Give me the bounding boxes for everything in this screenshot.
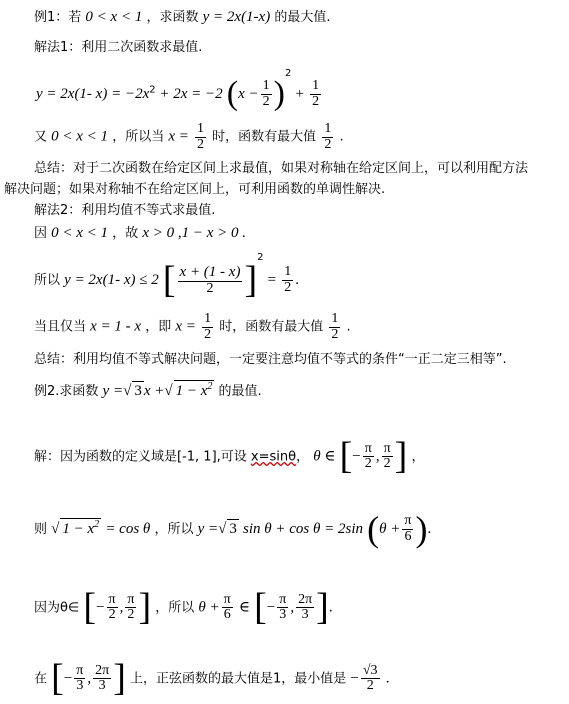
- bracket: ]: [138, 586, 152, 628]
- bracket: [: [162, 258, 176, 301]
- bracket: ]: [113, 657, 126, 699]
- example-2-solution-line-2: [34, 508, 431, 551]
- num: 1: [197, 121, 205, 136]
- num: 1: [331, 311, 339, 326]
- text: ,: [87, 670, 92, 687]
- num: π: [364, 440, 372, 456]
- text: 解：因为函数的定义域是[-1, 1],可设: [34, 449, 247, 465]
- bracket: [: [254, 586, 267, 628]
- text: θ +: [198, 599, 220, 616]
- text: 例2.求函数: [34, 384, 99, 399]
- num: π: [127, 591, 135, 607]
- text: θ +: [379, 521, 401, 538]
- num: π: [108, 591, 116, 607]
- den: 3: [76, 678, 84, 694]
- text: 因: [34, 226, 48, 241]
- den: 2: [324, 136, 332, 152]
- num: π: [383, 440, 391, 456]
- text: ，求函数: [146, 10, 199, 25]
- bracket: [: [83, 586, 97, 628]
- fraction: [178, 265, 243, 296]
- text: ，故: [112, 226, 139, 241]
- method-2-equality-condition: [34, 312, 351, 342]
- fraction: [310, 79, 321, 109]
- text: 的最大值.: [274, 10, 331, 25]
- num: x + (1 - x): [179, 263, 241, 280]
- text: ,: [375, 448, 380, 465]
- text: y = 2x(1- x) = −2x: [36, 86, 150, 102]
- text: .: [346, 319, 351, 335]
- text: x +: [143, 383, 165, 399]
- fraction: [277, 593, 288, 623]
- den: 2: [364, 456, 372, 472]
- den: 2: [331, 326, 339, 342]
- paren: (: [367, 509, 380, 549]
- sup: 2: [94, 519, 100, 531]
- fraction: [282, 265, 293, 295]
- text: 又: [34, 129, 48, 145]
- example-1-condition: 0 < x < 1: [85, 9, 143, 25]
- fraction: [361, 664, 380, 694]
- den: 2: [312, 94, 320, 109]
- text: y = 2x(1- x) ≤ 2: [64, 272, 159, 288]
- fraction: [261, 79, 272, 109]
- text: −: [96, 599, 105, 616]
- text: 则: [34, 522, 48, 538]
- text: y =: [197, 521, 219, 538]
- method-1-summary-line-2: 解决问题；如果对称轴不在给定区间上，可利用函数的单调性解决.: [4, 182, 386, 197]
- text: θ ∈: [313, 448, 336, 465]
- fraction: [322, 122, 333, 152]
- method-2-title: 解法2：利用均值不等式求最值.: [34, 203, 216, 218]
- text: x =: [168, 128, 189, 145]
- fraction: [296, 593, 314, 623]
- num: π: [76, 662, 84, 678]
- paren: (: [226, 75, 239, 113]
- bracket: ]: [244, 258, 258, 301]
- sup: 2: [257, 252, 264, 263]
- num: 2π: [298, 591, 313, 607]
- fraction: [195, 122, 206, 152]
- den: 2: [284, 280, 292, 295]
- text: 当且仅当: [34, 319, 87, 335]
- fraction: [202, 312, 213, 342]
- text: + 2x = −2: [155, 86, 223, 102]
- num: π: [223, 591, 231, 607]
- text: 0 < x < 1: [51, 128, 109, 145]
- num: π: [279, 591, 287, 607]
- text: x = 1 - x: [90, 318, 142, 335]
- text: −: [266, 599, 276, 616]
- method-1-equation: [36, 68, 323, 115]
- den: 2: [108, 607, 116, 623]
- text: −: [352, 448, 361, 465]
- fraction: [107, 593, 118, 623]
- text: y =: [102, 383, 124, 399]
- text: 1 − x: [62, 521, 95, 538]
- num: 1: [204, 311, 212, 326]
- text: +: [295, 86, 304, 102]
- den: 2: [383, 456, 391, 472]
- bracket: [: [339, 435, 353, 477]
- fraction: [382, 442, 393, 472]
- fraction: [329, 312, 340, 342]
- text: ，所以当: [112, 129, 165, 145]
- text: −: [350, 670, 359, 687]
- text: =: [267, 272, 277, 288]
- fraction: [74, 664, 85, 694]
- den: 3: [98, 678, 106, 694]
- den: 2: [366, 678, 374, 694]
- text: ,: [290, 599, 295, 616]
- fraction: [125, 593, 136, 623]
- text: ∈: [238, 599, 250, 616]
- method-1-summary-line-1: 总结：对于二次函数在给定区间上求最值，如果对称轴在给定区间上，可以利用配方法: [34, 161, 529, 176]
- text: ，所以: [154, 522, 194, 538]
- num: 1: [284, 264, 292, 280]
- text: 3: [229, 521, 237, 538]
- text: 1 − x: [175, 383, 208, 399]
- text: ，: [411, 449, 425, 465]
- num: π: [404, 513, 412, 529]
- text: .: [295, 272, 299, 288]
- method-2-inequality: [34, 252, 299, 303]
- example-1-label: 例1：若: [34, 10, 82, 25]
- text: x =: [175, 318, 196, 335]
- bracket: [: [51, 657, 64, 699]
- sup: 2: [284, 68, 292, 79]
- method-1-title: 解法1：利用二次函数求最值.: [34, 40, 203, 55]
- den: 3: [301, 607, 309, 623]
- paren: ): [415, 509, 428, 549]
- method-2-line-1: [34, 224, 246, 242]
- text: .: [339, 129, 344, 145]
- fraction: [363, 442, 374, 472]
- text: 时，函数有最大值: [219, 319, 324, 335]
- example-2-solution-line-4: [34, 656, 389, 702]
- sup: 2: [207, 381, 213, 392]
- method-1-conclusion: [34, 122, 344, 152]
- text: sin θ + cos θ = 2sin: [243, 521, 364, 538]
- text: 因为θ∈: [34, 600, 80, 616]
- text: 3: [134, 383, 142, 399]
- text: 时，函数有最大值: [212, 129, 317, 145]
- text: ，即: [145, 319, 172, 335]
- bracket: ]: [394, 435, 408, 477]
- bracket: ]: [316, 586, 329, 628]
- example-2-solution-line-1: [34, 434, 424, 480]
- num: 1: [324, 121, 332, 136]
- text: ，所以: [155, 600, 195, 616]
- den: 2: [204, 326, 212, 342]
- fraction: [93, 664, 111, 694]
- text: 所以: [34, 273, 61, 288]
- text: ,: [119, 599, 124, 616]
- radical: [174, 380, 215, 400]
- text: x=sinθ: [250, 449, 297, 465]
- radical: [60, 518, 101, 538]
- text: 上，正弦函数的最大值是1，最小值是: [129, 671, 347, 687]
- text: x −: [238, 86, 259, 102]
- fraction: [222, 593, 233, 623]
- text: .: [427, 521, 432, 538]
- text: √: [164, 383, 173, 399]
- example-1-line: [34, 8, 331, 26]
- text: 的最值.: [218, 384, 262, 399]
- fraction: [402, 514, 413, 544]
- text: −: [63, 670, 73, 687]
- text: √: [123, 383, 132, 399]
- method-2-summary: 总结：利用均值不等式解决问题，一定要注意均值不等式的条件“一正二定三相等”.: [34, 352, 507, 367]
- text: ，: [296, 449, 310, 465]
- den: 2: [197, 136, 205, 152]
- example-2-line: [34, 380, 262, 400]
- text: 0 < x < 1: [51, 225, 109, 241]
- text: x > 0 ,1 − x > 0 .: [142, 225, 247, 241]
- text: √: [218, 521, 227, 538]
- den: 2: [206, 280, 214, 296]
- text: √: [51, 521, 60, 538]
- num: 1: [262, 78, 270, 94]
- num: √3: [362, 662, 378, 678]
- text: 在: [34, 671, 48, 687]
- sup: 2: [149, 84, 156, 96]
- text: .: [328, 599, 333, 616]
- num: 2π: [95, 662, 110, 678]
- den: 2: [262, 94, 270, 109]
- den: 2: [127, 607, 135, 623]
- text: = cos θ: [105, 521, 151, 538]
- text: .: [385, 670, 390, 687]
- den: 3: [279, 607, 287, 623]
- paren: ): [273, 75, 285, 113]
- den: 6: [223, 607, 231, 623]
- num: 1: [312, 78, 320, 94]
- den: 6: [404, 529, 412, 545]
- example-1-function: y = 2x(1-x): [202, 9, 271, 25]
- example-2-solution-line-3: [34, 585, 333, 631]
